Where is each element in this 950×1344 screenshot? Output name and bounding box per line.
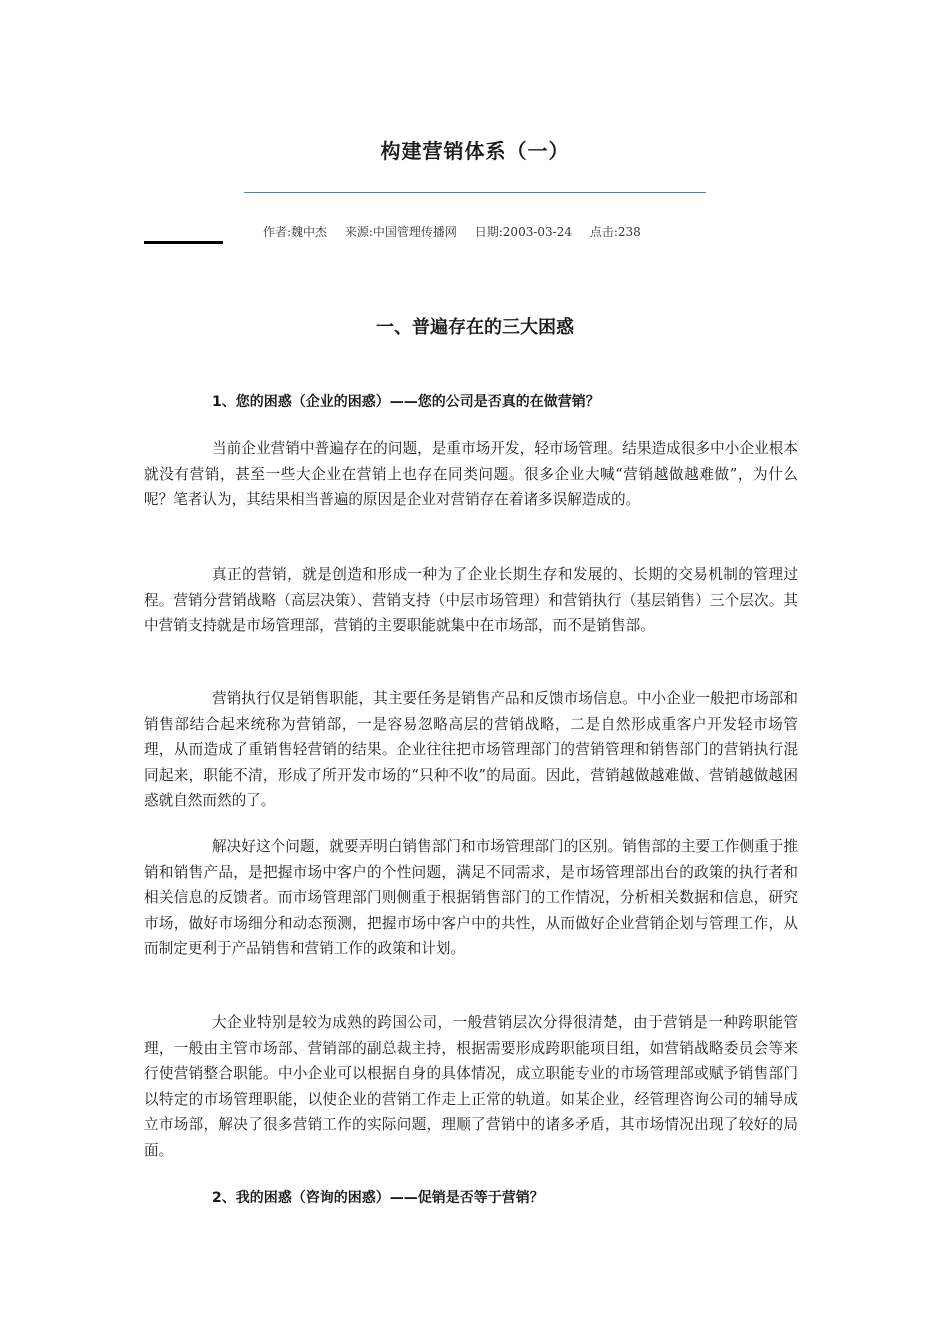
paragraph-2: 真正的营销，就是创造和形成一种为了企业长期生存和发展的、长期的交易机制的管理过程。营销分营销战略（高层决策）、营销支持（中层市场管理）和营销执行（基层销售）三个层次。其中营销支持就是市场管理部，营销的主要职能就集中在市场部，而不是销售部。 (144, 566, 798, 634)
paragraph-4: 解决好这个问题，就要弄明白销售部门和市场管理部门的区别。销售部的主要工作侧重于推销和销售产品，是把握市场中客户的个性问题，满足不同需求，是市场管理部出台的政策的执行者和相关信息的反馈者。而市场管理部门则侧重于根据销售部门的工作情况，分析相关数据和信息，研究市场，做好市场细分和动态预测，把握市场中客户中的共性，从而做好企业营销企划与管理工作，从而制定更利于产品销售和营销工作的政策和计划。 (144, 838, 798, 957)
meta-date: 日期:2003-03-24 (474, 225, 572, 239)
title-divider (244, 192, 706, 193)
subheading-2: 2、我的困惑（咨询的困惑）——促销是否等于营销？ (212, 1190, 544, 1206)
article-meta (263, 223, 655, 240)
meta-author: 作者:魏中杰 (263, 225, 328, 239)
subheading-1: 1、您的困惑（企业的困惑）——您的公司是否真的在做营销？ (212, 394, 600, 410)
paragraph-3: 营销执行仅是销售职能，其主要任务是销售产品和反馈市场信息。中小企业一般把市场部和销售部结合起来统称为营销部，一是容易忽略高层的营销战略，二是自然形成重客户开发轻市场管理，从而造成了重销售轻营销的结果。企业往往把市场管理部门的营销管理和销售部门的营销执行混同起来，职能不清，形成了所开发市场的“只种不收”的局面。因此，营销越做越难做、营销越做越困惑就自然而然的了。 (144, 690, 798, 809)
meta-clicks: 点击:238 (589, 225, 641, 239)
meta-source: 来源:中国管理传播网 (344, 225, 457, 239)
left-accent-rule (144, 241, 223, 244)
paragraph-5: 大企业特别是较为成熟的跨国公司，一般营销层次分得很清楚，由于营销是一种跨职能管理，一般由主管市场部、营销部的副总裁主持，根据需要形成跨职能项目组，如营销战略委员会等来行使营销整合职能。中小企业可以根据自身的具体情况，成立职能专业的市场管理部或赋予销售部门以特定的市场管理职能，以使企业的营销工作走上正常的轨道。如某企业，经管理咨询公司的辅导成立市场部，解决了很多营销工作的实际问题，理顺了营销中的诸多矛盾，其市场情况出现了较好的局面。 (144, 1014, 798, 1159)
page-title: 构建营销体系（一） (380, 139, 570, 163)
paragraph-1: 当前企业营销中普遍存在的问题，是重市场开发，轻市场管理。结果造成很多中小企业根本就没有营销，甚至一些大企业在营销上也存在同类问题。很多企业大喊“营销越做越难做”，为什么呢？笔者认为，其结果相当普遍的原因是企业对营销存在着诸多误解造成的。 (144, 440, 798, 508)
section-heading: 一、普遍存在的三大困惑 (376, 317, 574, 338)
